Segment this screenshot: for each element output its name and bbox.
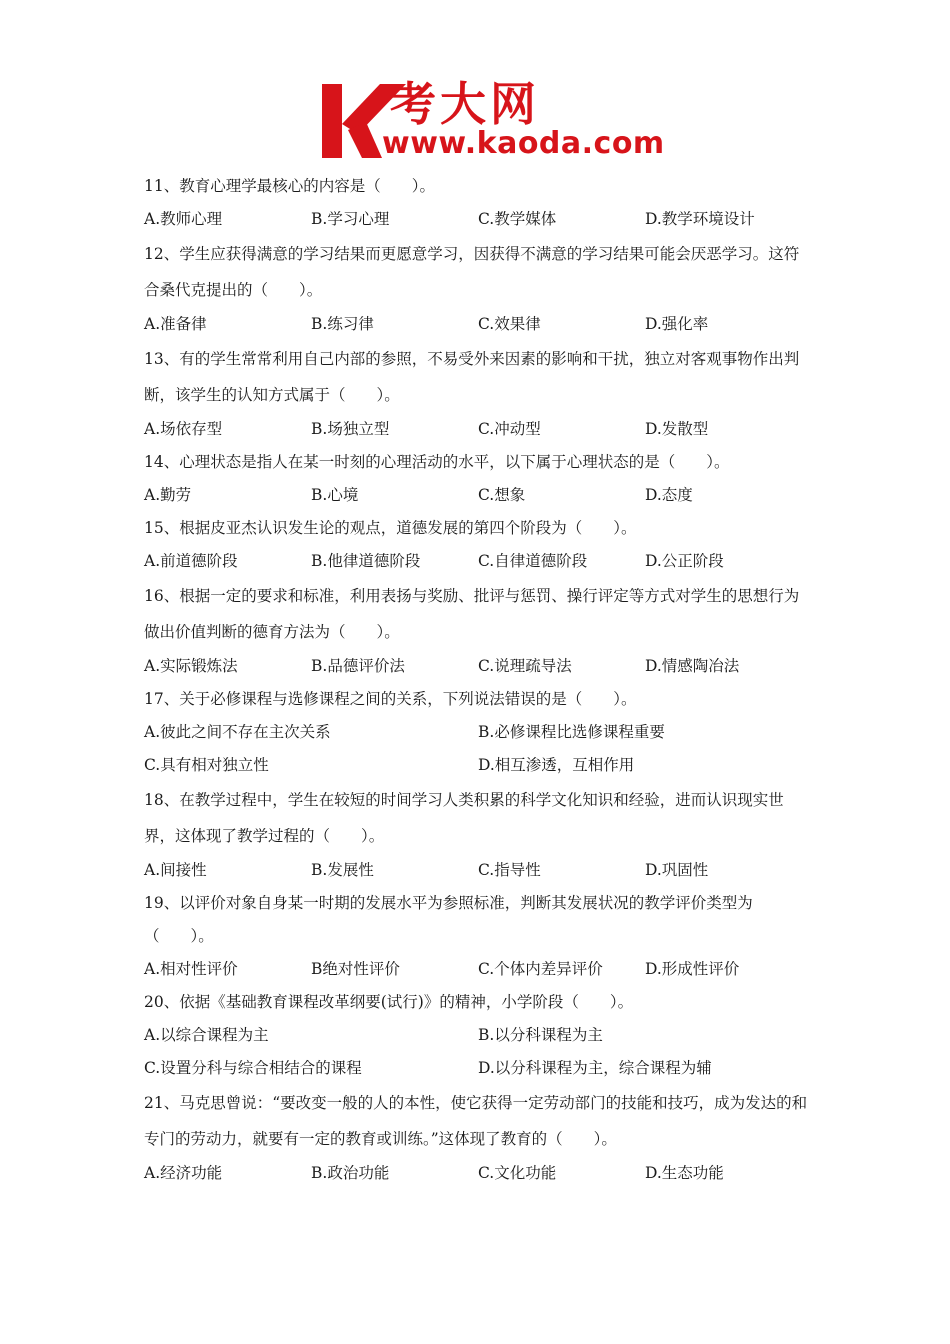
options-row	[144, 413, 814, 446]
options-row	[144, 1157, 814, 1190]
option: D.巩固性	[645, 861, 709, 879]
kaoda-logo	[318, 77, 665, 164]
option: D.公正阶段	[645, 552, 724, 570]
option: D.形成性评价	[645, 960, 740, 978]
option: C.效果律	[478, 315, 541, 333]
option: B.练习律	[311, 315, 374, 333]
options-row	[144, 1052, 814, 1085]
options-row	[144, 308, 814, 341]
option: B.他律道德阶段	[311, 552, 421, 570]
option: C.指导性	[478, 861, 541, 879]
question-stem: 16、根据一定的要求和标准，利用表扬与奖励、批评与惩罚、操行评定等方式对学生的思想行为做出价值判断的德育方法为（ ）。	[144, 587, 800, 641]
options-row	[144, 203, 814, 236]
option: C.冲动型	[478, 420, 541, 438]
option: C.教学媒体	[478, 210, 557, 228]
option: A.勤劳	[144, 486, 192, 504]
question-stem: 20、依据《基础教育课程改革纲要(试行)》的精神，小学阶段（ ）。	[144, 993, 634, 1011]
question-stem: 13、有的学生常常利用自己内部的参照，不易受外来因素的影响和干扰，独立对客观事物作出判断，该学生的认知方式属于（ ）。	[144, 350, 800, 404]
option: D.相互渗透，互相作用	[478, 756, 635, 774]
option: A.以综合课程为主	[144, 1026, 269, 1044]
options-row	[144, 749, 814, 782]
question-stem: 15、根据皮亚杰认识发生论的观点，道德发展的第四个阶段为（ ）。	[144, 519, 637, 537]
option: B.品德评价法	[311, 657, 405, 675]
option: A.场依存型	[144, 420, 223, 438]
options-row	[144, 545, 814, 578]
option: A.彼此之间不存在主次关系	[144, 723, 331, 741]
logo-chinese-text: 考大网	[390, 77, 540, 131]
option: D.情感陶冶法	[645, 657, 740, 675]
option: B.场独立型	[311, 420, 390, 438]
options-row	[144, 854, 814, 887]
option: A.准备律	[144, 315, 207, 333]
option: D.态度	[645, 486, 693, 504]
options-row	[144, 650, 814, 683]
logo-url-text: www.kaoda.com	[382, 126, 665, 161]
option: C.想象	[478, 486, 526, 504]
question-stem: 11、教育心理学最核心的内容是（ ）。	[144, 177, 435, 195]
option: A.实际锻炼法	[144, 657, 238, 675]
option: C.自律道德阶段	[478, 552, 588, 570]
option: C.设置分科与综合相结合的课程	[144, 1059, 362, 1077]
option: A.相对性评价	[144, 960, 238, 978]
option: B.以分科课程为主	[478, 1026, 603, 1044]
question-stem: 21、马克思曾说：“要改变一般的人的本性，使它获得一定劳动部门的技能和技巧，成为发达的和专门的劳动力，就要有一定的教育或训练。”这体现了教育的（ ）。	[144, 1094, 808, 1148]
options-row	[144, 479, 814, 512]
option: D.以分科课程为主，综合课程为辅	[478, 1059, 712, 1077]
question-stem: 12、学生应获得满意的学习结果而更愿意学习，因获得不满意的学习结果可能会厌恶学习。这符合桑代克提出的（ ）。	[144, 245, 800, 299]
option: B.必修课程比选修课程重要	[478, 723, 665, 741]
option: B.心境	[311, 486, 359, 504]
option: C.个体内差异评价	[478, 960, 603, 978]
option: B.学习心理	[311, 210, 390, 228]
options-row	[144, 953, 814, 986]
option: A.经济功能	[144, 1164, 223, 1182]
option: C.文化功能	[478, 1164, 557, 1182]
option: A.教师心理	[144, 210, 223, 228]
options-row	[144, 716, 814, 749]
option: D.强化率	[645, 315, 709, 333]
option: B绝对性评价	[311, 960, 400, 978]
question-stem: 19、以评价对象自身某一时期的发展水平为参照标准，判断其发展状况的教学评价类型为（ ）。	[144, 894, 753, 945]
option: A.间接性	[144, 861, 207, 879]
option: B.发展性	[311, 861, 374, 879]
question-stem: 18、在教学过程中，学生在较短的时间学习人类积累的科学文化知识和经验，进而认识现实世界，这体现了教学过程的（ ）。	[144, 791, 784, 845]
option: D.发散型	[645, 420, 709, 438]
option: B.政治功能	[311, 1164, 390, 1182]
question-stem: 14、心理状态是指人在某一时刻的心理活动的水平，以下属于心理状态的是（ ）。	[144, 453, 730, 471]
question-stem: 17、关于必修课程与选修课程之间的关系，下列说法错误的是（ ）。	[144, 690, 637, 708]
option: A.前道德阶段	[144, 552, 238, 570]
options-row	[144, 1019, 814, 1052]
option: D.生态功能	[645, 1164, 724, 1182]
question-list	[144, 170, 814, 1190]
option: C.具有相对独立性	[144, 756, 269, 774]
option: C.说理疏导法	[478, 657, 572, 675]
option: D.教学环境设计	[645, 210, 755, 228]
